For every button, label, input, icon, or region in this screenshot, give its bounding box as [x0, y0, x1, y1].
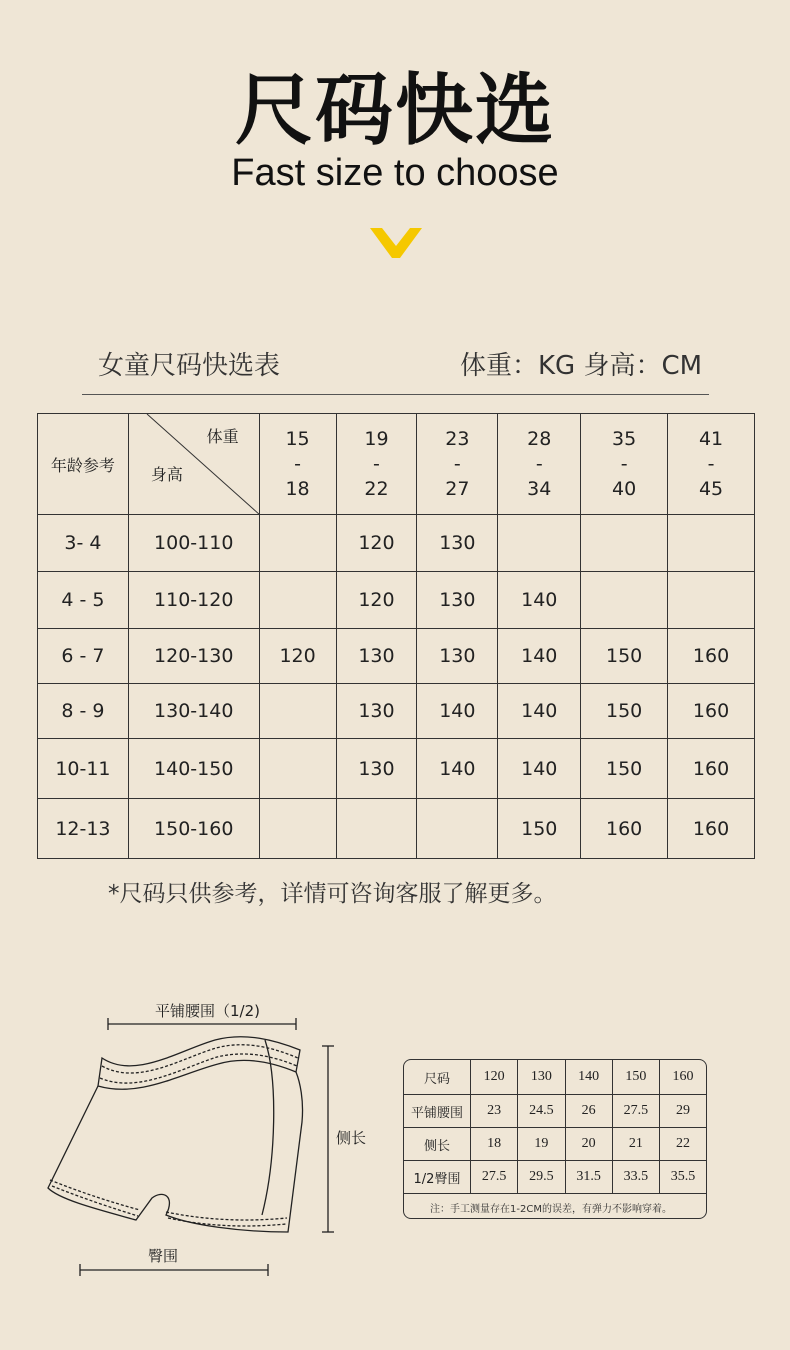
size-cell: 150	[498, 799, 581, 859]
page-subtitle: Fast size to choose	[231, 152, 559, 194]
size-cell: 160	[668, 739, 755, 799]
table-row	[38, 572, 755, 629]
weight-range-header: 23 - 27	[417, 414, 498, 515]
size-cell: 140	[417, 684, 498, 739]
size-cell: 150	[612, 1060, 659, 1095]
size-cell: 140	[498, 739, 581, 799]
size-cell	[259, 684, 336, 739]
hip-label: 臀围	[148, 1247, 179, 1265]
diagonal-header-cell	[128, 414, 259, 515]
size-cell: 120	[259, 629, 336, 684]
table-row	[404, 1161, 706, 1194]
table-row	[404, 1060, 706, 1095]
value-cell: 21	[612, 1128, 659, 1161]
size-cell: 160	[668, 629, 755, 684]
size-cell: 130	[518, 1060, 565, 1095]
value-cell: 19	[518, 1128, 565, 1161]
size-note: *尺码只供参考，详情可咨询客服了解更多。	[108, 881, 557, 907]
size-cell	[259, 799, 336, 859]
value-cell: 31.5	[565, 1161, 612, 1194]
waist-label: 平铺腰围（1/2)	[155, 1002, 260, 1020]
size-cell: 150	[581, 739, 668, 799]
value-cell: 27.5	[612, 1095, 659, 1128]
size-cell: 130	[417, 572, 498, 629]
height-cell: 120-130	[128, 629, 259, 684]
height-cell: 140-150	[128, 739, 259, 799]
table-row	[38, 515, 755, 572]
chevron-down-icon	[370, 228, 422, 260]
height-cell: 110-120	[128, 572, 259, 629]
value-cell: 22	[660, 1128, 706, 1161]
size-cell: 160	[668, 799, 755, 859]
table-row	[38, 739, 755, 799]
size-cell: 140	[565, 1060, 612, 1095]
table-row	[404, 1128, 706, 1161]
size-cell: 120	[471, 1060, 518, 1095]
size-cell: 120	[336, 572, 417, 629]
table-header-row	[38, 414, 755, 515]
table-row	[404, 1095, 706, 1128]
height-cell: 100-110	[128, 515, 259, 572]
row-label: 平铺腰围	[404, 1095, 471, 1128]
age-cell: 4 - 5	[38, 572, 129, 629]
size-cell: 130	[336, 684, 417, 739]
size-cell: 140	[498, 572, 581, 629]
table-row	[38, 799, 755, 859]
unit-label: 体重：KG 身高：CM	[460, 351, 703, 381]
age-cell: 6 - 7	[38, 629, 129, 684]
size-cell	[581, 515, 668, 572]
size-cell: 150	[581, 629, 668, 684]
row-label: 尺码	[404, 1060, 471, 1095]
weight-range-header: 19 - 22	[336, 414, 417, 515]
age-cell: 8 - 9	[38, 684, 129, 739]
row-label: 侧长	[404, 1128, 471, 1161]
height-header: 身高	[150, 465, 183, 484]
size-cell	[336, 799, 417, 859]
size-cell: 130	[417, 515, 498, 572]
size-cell: 160	[581, 799, 668, 859]
size-cell: 160	[660, 1060, 706, 1095]
value-cell: 35.5	[660, 1161, 706, 1194]
weight-header: 体重	[206, 427, 239, 446]
size-cell: 150	[581, 684, 668, 739]
diagonal-line	[129, 414, 260, 515]
age-cell: 12-13	[38, 799, 129, 859]
value-cell: 26	[565, 1095, 612, 1128]
weight-range-header: 41 - 45	[668, 414, 755, 515]
size-cell	[668, 515, 755, 572]
value-cell: 27.5	[471, 1161, 518, 1194]
age-header: 年龄参考	[38, 414, 129, 515]
weight-range-header: 15 - 18	[259, 414, 336, 515]
size-cell	[668, 572, 755, 629]
side-length-label: 侧长	[336, 1129, 367, 1147]
size-cell	[259, 739, 336, 799]
size-cell: 160	[668, 684, 755, 739]
row-label: 1/2臀围	[404, 1161, 471, 1194]
table-row	[38, 684, 755, 739]
value-cell: 29	[660, 1095, 706, 1128]
value-cell: 23	[471, 1095, 518, 1128]
size-cell: 140	[498, 684, 581, 739]
height-cell: 130-140	[128, 684, 259, 739]
size-cell	[259, 515, 336, 572]
measure-table-frame	[403, 1059, 707, 1219]
value-cell: 18	[471, 1128, 518, 1161]
size-cell: 140	[498, 629, 581, 684]
size-cell: 130	[336, 629, 417, 684]
measure-footnote: 注：手工测量存在1-2CM的误差，有弹力不影响穿着。	[404, 1194, 706, 1220]
size-cell: 130	[336, 739, 417, 799]
size-cell	[417, 799, 498, 859]
weight-range-header: 35 - 40	[581, 414, 668, 515]
page-title: 尺码快选	[234, 66, 555, 156]
shorts-diagram	[40, 1010, 340, 1285]
table-row	[38, 629, 755, 684]
age-cell: 10-11	[38, 739, 129, 799]
table-row	[404, 1194, 706, 1220]
size-cell: 120	[336, 515, 417, 572]
value-cell: 33.5	[612, 1161, 659, 1194]
size-cell: 130	[417, 629, 498, 684]
value-cell: 24.5	[518, 1095, 565, 1128]
age-cell: 3- 4	[38, 515, 129, 572]
size-cell	[259, 572, 336, 629]
height-cell: 150-160	[128, 799, 259, 859]
value-cell: 29.5	[518, 1161, 565, 1194]
size-table-title: 女童尺码快选表	[98, 351, 281, 381]
size-cell: 140	[417, 739, 498, 799]
measure-table	[404, 1060, 706, 1219]
title-divider	[82, 394, 709, 395]
value-cell: 20	[565, 1128, 612, 1161]
size-table	[37, 413, 755, 859]
size-cell	[498, 515, 581, 572]
size-cell	[581, 572, 668, 629]
weight-range-header: 28 - 34	[498, 414, 581, 515]
